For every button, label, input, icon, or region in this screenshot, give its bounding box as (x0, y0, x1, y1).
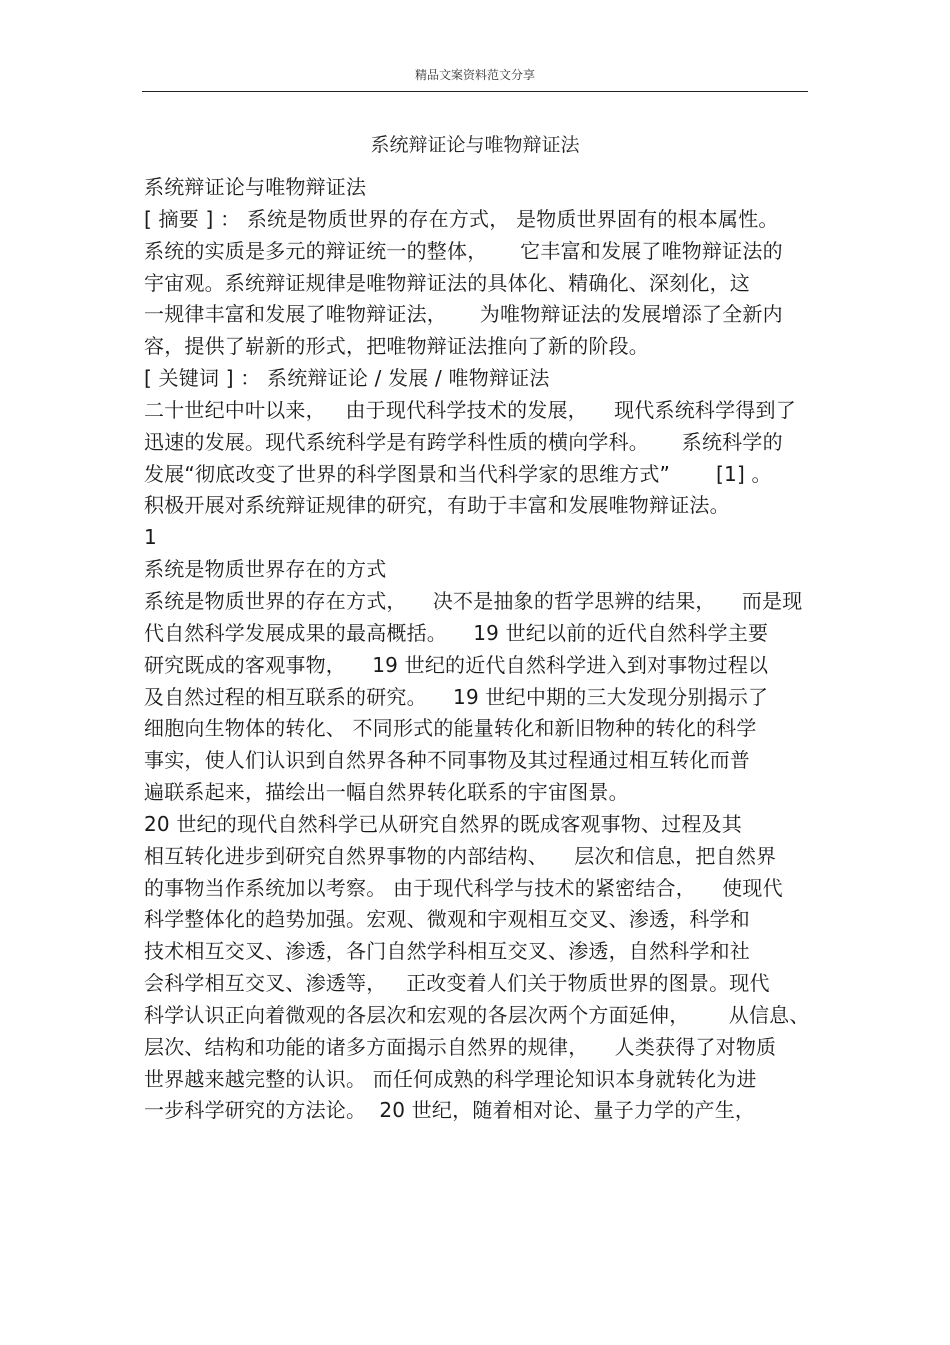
paragraph-line: 世界越来越完整的认识。 而任何成熟的科学理论知识本身就转化为进 (144, 1066, 757, 1091)
paragraph-line: 层次、结构和功能的诸多方面揭示自然界的规律， 人类获得了对物质 (144, 1034, 777, 1059)
paragraph-line: 代自然科学发展成果的最高概括。 19 世纪以前的近代自然科学主要 (144, 620, 769, 645)
document-body (144, 172, 834, 1127)
section-heading: 系统是物质世界存在的方式 (144, 557, 387, 582)
paragraph-line: 20 世纪的现代自然科学已从研究自然界的既成客观事物、过程及其 (144, 811, 743, 836)
paragraph-line: 细胞向生物体的转化、 不同形式的能量转化和新旧物种的转化的科学 (144, 716, 757, 741)
paragraph-line: 二十世纪中叶以来， 由于现代科学技术的发展， 现代系统科学得到了 (144, 397, 796, 422)
abstract-line: 容，提供了崭新的形式，把唯物辩证法推向了新的阶段。 (144, 334, 649, 359)
paragraph-line: 迅速的发展。现代系统科学是有跨学科性质的横向学科。 系统科学的 (144, 429, 783, 454)
paragraph-line: 发展“彻底改变了世界的科学图景和当代科学家的思维方式” [1] 。 (144, 461, 772, 486)
header-divider (142, 91, 808, 92)
abstract-line: [ 摘要 ] ： 系统是物质世界的存在方式， 是物质世界固有的根本属性。 (144, 206, 779, 231)
keywords-line: [ 关键词 ] ： 系统辩证论 / 发展 / 唯物辩证法 (144, 366, 550, 391)
paragraph-line: 技术相互交叉、渗透，各门自然学科相互交叉、渗透，自然科学和社 (144, 939, 750, 964)
paragraph-line: 事实，使人们认识到自然界各种不同事物及其过程通过相互转化而普 (144, 748, 750, 773)
paragraph-line: 积极开展对系统辩证规律的研究，有助于丰富和发展唯物辩证法。 (144, 493, 730, 518)
paragraph-line: 系统是物质世界的存在方式， 决不是抽象的哲学思辨的结果， 而是现 (144, 588, 803, 613)
paragraph-line: 及自然过程的相互联系的研究。 19 世纪中期的三大发现分别揭示了 (144, 684, 769, 709)
paragraph-line: 研究既成的客观事物， 19 世纪的近代自然科学进入到对事物过程以 (144, 652, 769, 677)
page-header: 精品文案资料范文分享 (414, 68, 535, 82)
paragraph-line: 遍联系起来，描绘出一幅自然界转化联系的宇宙图景。 (144, 780, 629, 805)
abstract-line: 系统的实质是多元的辩证统一的整体， 它丰富和发展了唯物辩证法的 (144, 238, 783, 263)
paragraph-line: 科学认识正向着微观的各层次和宏观的各层次两个方面延伸， 从信息、 (144, 1002, 810, 1027)
section-number: 1 (144, 525, 157, 550)
paragraph-line: 一步科学研究的方法论。 20 世纪，随着相对论、量子力学的产生， (144, 1098, 756, 1123)
abstract-line: 宇宙观。系统辩证规律是唯物辩证法的具体化、精确化、深刻化，这 (144, 270, 750, 295)
section-heading: 系统辩证论与唯物辩证法 (144, 175, 367, 199)
paragraph-line: 科学整体化的趋势加强。宏观、微观和宇观相互交叉、渗透，科学和 (144, 907, 750, 932)
paragraph-line: 会科学相互交叉、渗透等， 正改变着人们关于物质世界的图景。现代 (144, 971, 770, 996)
document-title: 系统辩证论与唯物辩证法 (370, 134, 580, 156)
paragraph-line: 相互转化进步到研究自然界事物的内部结构、 层次和信息，把自然界 (144, 843, 777, 868)
paragraph-line: 的事物当作系统加以考察。 由于现代科学与技术的紧密结合， 使现代 (144, 875, 783, 900)
abstract-line: 一规律丰富和发展了唯物辩证法， 为唯物辩证法的发展增添了全新内 (144, 302, 783, 327)
